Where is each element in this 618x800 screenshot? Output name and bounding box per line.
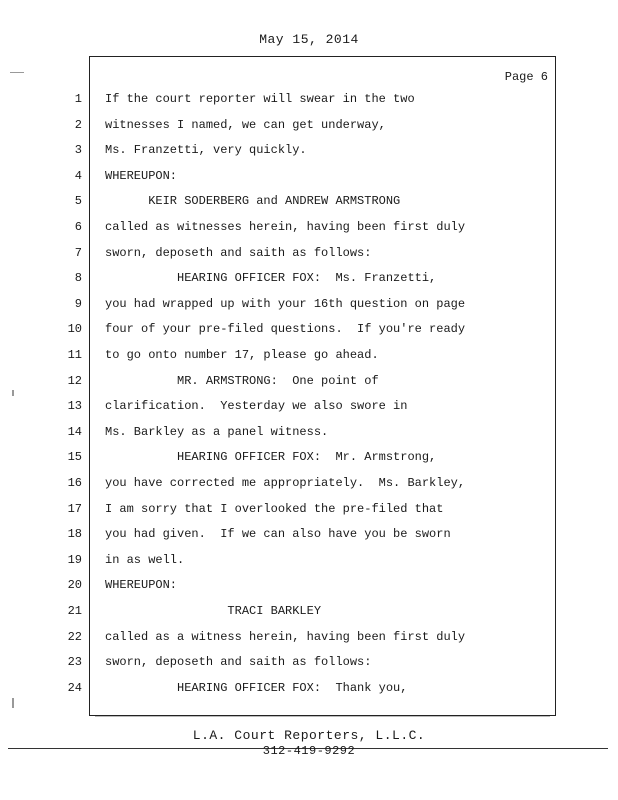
transcript-line-text: you have corrected me appropriately. Ms. Barkley, [105, 476, 466, 490]
transcript-line-text: HEARING OFFICER FOX: Thank you, [105, 681, 408, 695]
line-number: 3 [74, 143, 82, 157]
transcript-line-text: clarification. Yesterday we also swore in [105, 399, 408, 413]
transcript-line-text: called as witnesses herein, having been first duly [105, 220, 466, 234]
transcript-line-text: to go onto number 17, please go ahead. [105, 348, 379, 362]
line-number: 2 [74, 118, 82, 132]
line-number: 13 [67, 399, 82, 413]
line-number: 17 [67, 502, 82, 516]
transcript-line-text: you had given. If we can also have you be sworn [105, 527, 451, 541]
line-number: 11 [67, 348, 82, 362]
footer-phone: 312-419-9292 [262, 744, 356, 758]
page-number-label: Page 6 [504, 70, 548, 84]
line-number: 16 [67, 476, 82, 490]
transcript-line-text: in as well. [105, 553, 185, 567]
line-number: 10 [67, 322, 82, 336]
line-number: 1 [74, 92, 82, 106]
line-number: 12 [67, 374, 82, 388]
transcript-line-text: I am sorry that I overlooked the pre-filed that [105, 502, 444, 516]
transcript-line-text: sworn, deposeth and saith as follows: [105, 655, 372, 669]
line-number: 19 [67, 553, 82, 567]
transcript-line-text: Ms. Barkley as a panel witness. [105, 425, 329, 439]
line-number: 14 [67, 425, 82, 439]
line-number: 6 [74, 220, 82, 234]
footer-company: L.A. Court Reporters, L.L.C. [192, 728, 426, 743]
scan-mark [10, 72, 24, 73]
scan-mark [12, 390, 14, 396]
line-number: 9 [74, 297, 82, 311]
transcript-line-text: Ms. Franzetti, very quickly. [105, 143, 307, 157]
transcript-line-text: WHEREUPON: [105, 169, 178, 183]
transcript-line-text: called as a witness herein, having been first duly [105, 630, 466, 644]
line-number: 21 [67, 604, 82, 618]
line-number: 22 [67, 630, 82, 644]
page-date-header: May 15, 2014 [259, 32, 359, 47]
line-number: 8 [74, 271, 82, 285]
line-number: 23 [67, 655, 82, 669]
transcript-line-text: four of your pre-filed questions. If you're ready [105, 322, 466, 336]
line-number: 15 [67, 450, 82, 464]
transcript-line-text: If the court reporter will swear in the two [105, 92, 415, 106]
transcript-line-text: WHEREUPON: [105, 578, 178, 592]
scan-mark [95, 716, 550, 717]
transcript-line-text: HEARING OFFICER FOX: Ms. Franzetti, [105, 271, 437, 285]
line-number: 4 [74, 169, 82, 183]
line-number: 20 [67, 578, 82, 592]
transcript-line-text: you had wrapped up with your 16th question on page [105, 297, 466, 311]
line-number: 24 [67, 681, 82, 695]
line-number: 5 [74, 194, 82, 208]
transcript-line-text: MR. ARMSTRONG: One point of [105, 374, 379, 388]
transcript-line-text: TRACI BARKLEY [105, 604, 322, 618]
scan-mark [12, 698, 14, 708]
line-number: 7 [74, 246, 82, 260]
line-number: 18 [67, 527, 82, 541]
transcript-line-text: witnesses I named, we can get underway, [105, 118, 386, 132]
transcript-line-text: sworn, deposeth and saith as follows: [105, 246, 372, 260]
transcript-line-text: KEIR SODERBERG and ANDREW ARMSTRONG [105, 194, 401, 208]
transcript-line-text: HEARING OFFICER FOX: Mr. Armstrong, [105, 450, 437, 464]
